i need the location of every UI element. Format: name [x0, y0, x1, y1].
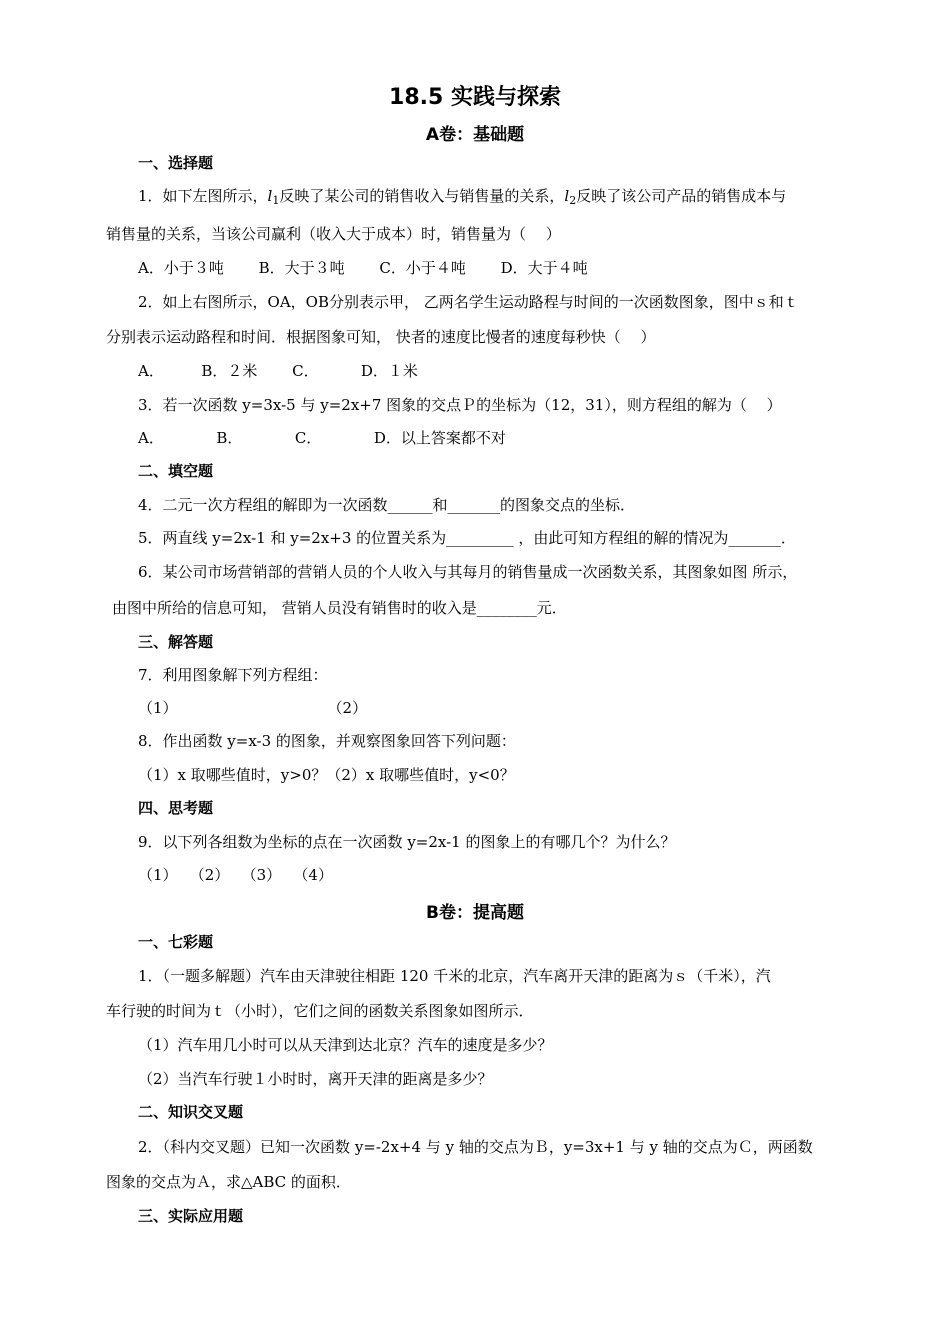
section-heading-colorful: 一、七彩题: [138, 933, 214, 951]
q6-line1: 6．某公司市场营销部的营销人员的个人收入与其每月的销售量成一次函数关系，其图象如图 所示，: [138, 563, 798, 581]
section-heading-choice: 一、选择题: [138, 154, 214, 172]
q3-options: A． B． C． D．以上答案都不对: [138, 429, 506, 447]
section-heading-applied: 三、实际应用题: [138, 1207, 244, 1225]
q1-line1: [138, 186, 786, 211]
q2-options: A． B．２米 C． D．１米: [138, 362, 418, 380]
l2-subscript: 2: [569, 194, 577, 207]
q6-line2: 由图中所给的信息可知， 营销人员没有销售时的收入是________元．: [112, 599, 567, 617]
q2-line1: 2．如上右图所示，OA，OB分别表示甲， 乙两名学生运动路程与时间的一次函数图象，图中ｓ和ｔ: [138, 293, 799, 311]
page-title: 18.5 实践与探索: [389, 85, 561, 110]
part-a-heading: A卷：基础题: [425, 125, 525, 145]
q7-line1: 7．利用图象解下列方程组：: [138, 666, 328, 684]
l1-subscript: 1: [272, 194, 280, 207]
b2-line2: 图象的交点为Ａ，求△ABC 的面积．: [106, 1173, 351, 1191]
l1-symbol: l: [267, 187, 273, 205]
section-heading-fill: 二、填空题: [138, 462, 214, 480]
q2-line2: 分别表示运动路程和时间．根据图象可知， 快者的速度比慢者的速度每秒快（ ）: [106, 328, 656, 346]
l2-symbol: l: [564, 187, 570, 205]
q1-text-b: 反映了某公司的销售收入与销售量的关系，: [279, 187, 565, 205]
b1-line2: 车行驶的时间为ｔ（小时），它们之间的函数关系图象如图所示．: [106, 1002, 534, 1020]
q4-text: 4．二元一次方程组的解即为一次函数______和_______的图象交点的坐标．: [138, 496, 636, 514]
q5-text: 5．两直线 y=2x-1 和 y=2x+3 的位置关系为_________ ，由此可知方程组的解的情况为_______．: [138, 529, 796, 547]
q7-line2: （1） （2）: [138, 699, 368, 717]
b1-sub2: （2）当汽车行驶１小时时，离开天津的距离是多少？: [138, 1070, 493, 1088]
b1-line1: 1．（一题多解题）汽车由天津驶往相距 120 千米的北京，汽车离开天津的距离为ｓ（千米），汽: [138, 967, 771, 985]
q1-text-a: 1．如下左图所示，: [138, 187, 268, 205]
q8-line1: 8．作出函数 y=x-3 的图象，并观察图象回答下列问题：: [138, 732, 516, 750]
q1-line2: 销售量的关系，当该公司赢利（收入大于成本）时，销售量为（ ）: [106, 225, 561, 243]
q9-line1: 9．以下列各组数为坐标的点在一次函数 y=2x-1 的图象上的有哪几个？为什么？: [138, 833, 676, 851]
b1-sub1: （1）汽车用几小时可以从天津到达北京？汽车的速度是多少？: [138, 1036, 553, 1054]
section-heading-solve: 三、解答题: [138, 633, 214, 651]
q3-line1: 3．若一次函数 y=3x-5 与 y=2x+7 图象的交点Ｐ的坐标为（12，31），则方程组的解为（ ）: [138, 396, 782, 414]
q1-text-c: 反映了该公司产品的销售成本与: [576, 187, 787, 205]
q8-line2: （1）x 取哪些值时，y>0？（2）x 取哪些值时，y<0？: [138, 766, 515, 784]
q9-line2: （1） （2） （3） （4）: [138, 866, 333, 884]
part-b-heading: B卷：提高题: [426, 903, 524, 923]
b2-line1: 2．（科内交叉题）已知一次函数 y=-2x+4 与 y 轴的交点为Ｂ，y=3x+1 与 y 轴的交点为Ｃ，两函数: [138, 1138, 813, 1156]
section-heading-think: 四、思考题: [138, 799, 214, 817]
q1-options: A．小于３吨 B．大于３吨 C．小于４吨 D．大于４吨: [138, 259, 588, 277]
section-heading-cross: 二、知识交叉题: [138, 1103, 244, 1121]
